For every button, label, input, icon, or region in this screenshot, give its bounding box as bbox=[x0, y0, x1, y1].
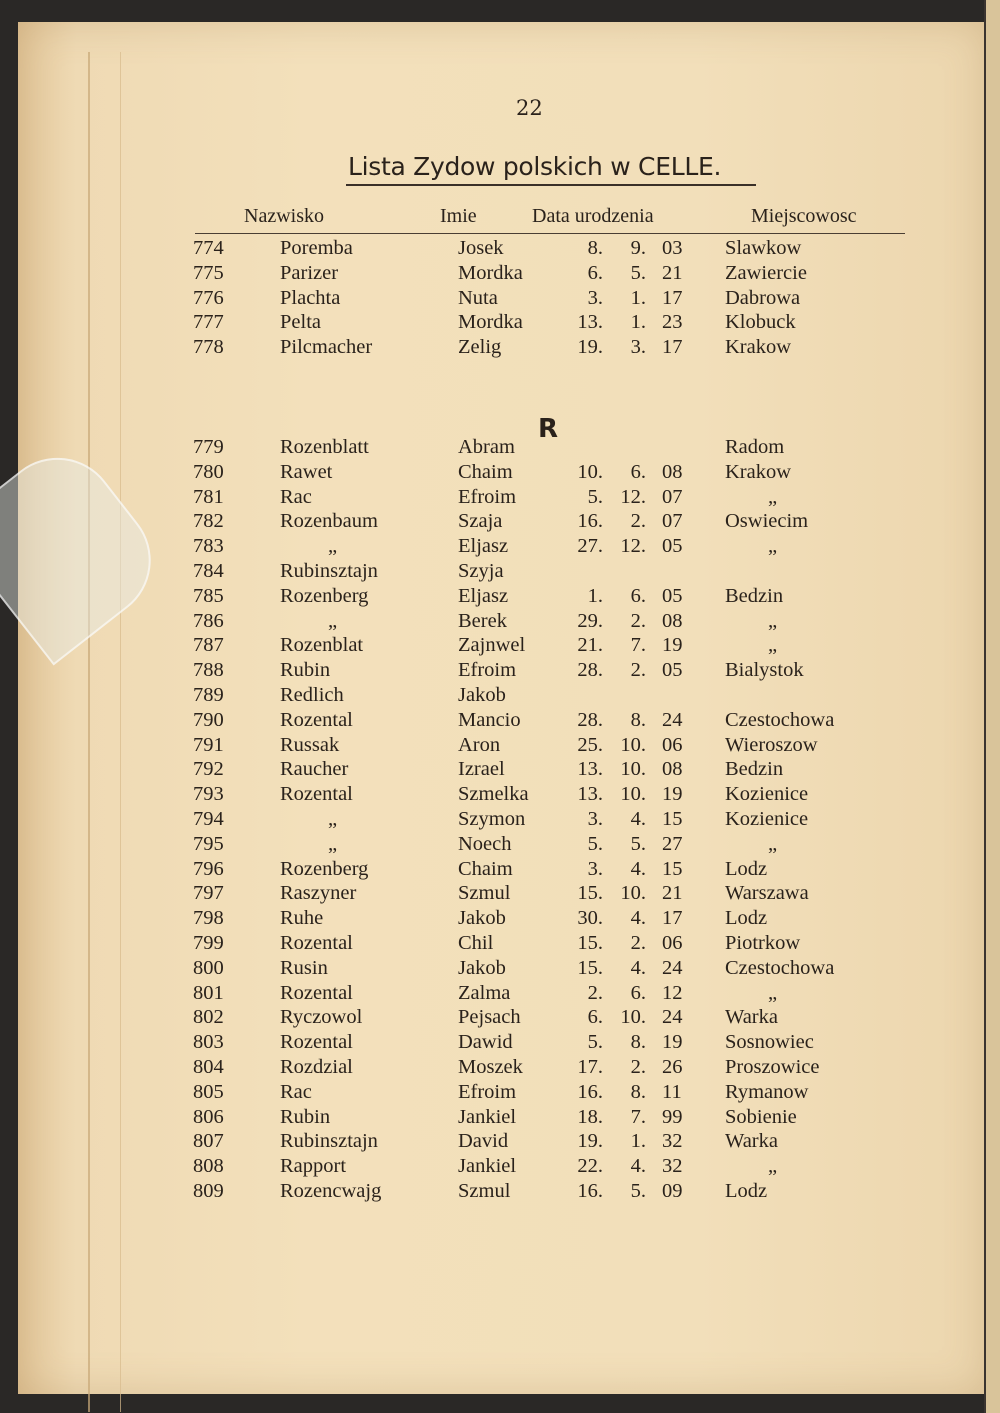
row-birth-day: 13. bbox=[577, 758, 603, 781]
table-row bbox=[18, 510, 986, 534]
row-first-name: Eljasz bbox=[458, 535, 509, 558]
table-row bbox=[18, 634, 986, 658]
row-number: 808 bbox=[193, 1155, 224, 1178]
row-place: Slawkow bbox=[725, 237, 802, 259]
row-place: Warszawa bbox=[725, 882, 809, 905]
row-birth-month: 4. bbox=[630, 907, 646, 930]
row-first-name: Szymon bbox=[458, 808, 526, 830]
table-row bbox=[18, 684, 986, 708]
row-first-name: Szmelka bbox=[458, 783, 529, 806]
row-birth-day: 3. bbox=[587, 857, 603, 880]
section-letter: R bbox=[538, 414, 559, 444]
row-place: Bedzin bbox=[725, 584, 784, 607]
row-number: 776 bbox=[193, 286, 224, 309]
title-underline bbox=[346, 184, 756, 186]
table-row bbox=[18, 858, 986, 882]
table-row bbox=[18, 808, 986, 832]
row-place: Lodz bbox=[725, 1180, 768, 1202]
row-surname: Pilcmacher bbox=[280, 336, 373, 359]
row-number: 801 bbox=[193, 981, 224, 1004]
row-first-name: Chaim bbox=[458, 857, 513, 880]
row-number: 806 bbox=[193, 1105, 224, 1128]
row-surname: Rozenblatt bbox=[280, 436, 369, 458]
row-first-name: Aron bbox=[458, 733, 501, 756]
row-birth-day: 8. bbox=[587, 237, 603, 259]
row-place: Bialystok bbox=[725, 659, 804, 682]
row-first-name: Efroim bbox=[458, 1080, 517, 1103]
row-first-name: Dawid bbox=[458, 1031, 513, 1054]
row-birth-month: 8. bbox=[630, 1031, 646, 1054]
table-row bbox=[18, 882, 986, 906]
table-row bbox=[18, 1006, 986, 1030]
table-row bbox=[18, 585, 986, 609]
row-first-name: Szmul bbox=[458, 1180, 511, 1202]
table-row bbox=[18, 709, 986, 733]
row-birth-year: 19 bbox=[662, 1031, 683, 1054]
row-birth-year: 24 bbox=[662, 1006, 683, 1029]
row-place: „ bbox=[768, 609, 778, 632]
row-place: Radom bbox=[725, 436, 785, 458]
row-surname: Pelta bbox=[280, 311, 321, 334]
row-number: 807 bbox=[193, 1130, 224, 1153]
row-place: „ bbox=[768, 1155, 778, 1178]
header-rule bbox=[195, 233, 905, 234]
row-number: 796 bbox=[193, 857, 224, 880]
row-surname: Rozental bbox=[280, 783, 353, 806]
row-birth-year: 17 bbox=[662, 907, 683, 930]
table-row bbox=[18, 1130, 986, 1154]
row-place: Dabrowa bbox=[725, 286, 801, 309]
row-number: 784 bbox=[193, 560, 224, 582]
row-number: 797 bbox=[193, 882, 224, 905]
row-birth-day: 28. bbox=[577, 708, 603, 731]
table-row bbox=[18, 486, 986, 510]
row-birth-year: 08 bbox=[662, 758, 683, 781]
row-number: 790 bbox=[193, 708, 224, 731]
row-first-name: Szmul bbox=[458, 882, 511, 905]
row-place: Piotrkow bbox=[725, 932, 801, 954]
row-surname: Rozental bbox=[280, 1031, 353, 1054]
row-birth-month: 1. bbox=[630, 1130, 646, 1153]
row-birth-year: 32 bbox=[662, 1155, 683, 1178]
row-birth-day: 13. bbox=[577, 783, 603, 806]
row-birth-month: 4. bbox=[630, 1155, 646, 1178]
row-place: Bedzin bbox=[725, 758, 784, 781]
row-place: Klobuck bbox=[725, 311, 796, 334]
row-number: 792 bbox=[193, 758, 224, 781]
row-surname: Redlich bbox=[280, 684, 344, 706]
row-birth-day: 25. bbox=[577, 733, 603, 756]
row-birth-day: 28. bbox=[577, 659, 603, 682]
adjacent-page-edge bbox=[984, 0, 1000, 1413]
row-first-name: Efroim bbox=[458, 659, 517, 682]
row-first-name: Zajnwel bbox=[458, 634, 526, 657]
row-birth-month: 2. bbox=[630, 932, 646, 954]
table-row bbox=[18, 535, 986, 559]
row-number: 788 bbox=[193, 659, 224, 682]
row-birth-month: 1. bbox=[630, 311, 646, 334]
page-title: Lista Zydow polskich w CELLE. bbox=[348, 152, 722, 181]
table-row bbox=[18, 610, 986, 634]
row-birth-month: 5. bbox=[630, 261, 646, 284]
row-first-name: Jakob bbox=[458, 684, 506, 706]
table-row bbox=[18, 1056, 986, 1080]
row-birth-year: 05 bbox=[662, 659, 683, 682]
row-first-name: Pejsach bbox=[458, 1006, 521, 1029]
row-number: 799 bbox=[193, 932, 224, 954]
row-birth-month: 5. bbox=[630, 1180, 646, 1202]
row-surname: Rozdzial bbox=[280, 1056, 353, 1078]
row-birth-day: 15. bbox=[577, 956, 603, 979]
row-birth-month: 7. bbox=[630, 634, 646, 657]
row-birth-day: 27. bbox=[577, 535, 603, 558]
row-birth-day: 15. bbox=[577, 932, 603, 954]
row-place: Warka bbox=[725, 1006, 778, 1029]
row-birth-month: 4. bbox=[630, 808, 646, 830]
row-birth-day: 13. bbox=[577, 311, 603, 334]
row-number: 775 bbox=[193, 261, 224, 284]
row-birth-month: 6. bbox=[630, 981, 646, 1004]
row-number: 798 bbox=[193, 907, 224, 930]
row-birth-month: 4. bbox=[630, 956, 646, 979]
row-first-name: Nuta bbox=[458, 286, 498, 309]
row-first-name: Mordka bbox=[458, 311, 523, 334]
row-number: 804 bbox=[193, 1056, 224, 1078]
row-first-name: Chaim bbox=[458, 460, 513, 483]
table-row bbox=[18, 907, 986, 931]
header-first-name: Imie bbox=[440, 205, 477, 227]
row-birth-day: 18. bbox=[577, 1105, 603, 1128]
row-first-name: Jankiel bbox=[458, 1105, 517, 1128]
row-surname: Rozencwajg bbox=[280, 1180, 382, 1202]
row-birth-year: 19 bbox=[662, 783, 683, 806]
row-birth-year: 21 bbox=[662, 882, 683, 905]
row-place: Zawiercie bbox=[725, 261, 807, 284]
row-birth-day: 10. bbox=[577, 460, 603, 483]
row-surname: Rozenblat bbox=[280, 634, 364, 657]
row-number: 805 bbox=[193, 1080, 224, 1103]
row-surname: Rubinsztajn bbox=[280, 1130, 378, 1153]
document-page bbox=[18, 22, 986, 1394]
row-birth-month: 1. bbox=[630, 286, 646, 309]
row-surname: Rawet bbox=[280, 460, 333, 483]
row-place: Kozienice bbox=[725, 808, 809, 830]
table-row bbox=[18, 237, 986, 261]
row-birth-month: 3. bbox=[630, 336, 646, 359]
row-birth-month: 12. bbox=[620, 485, 646, 508]
table-row bbox=[18, 287, 986, 311]
row-birth-month: 10. bbox=[620, 882, 646, 905]
row-birth-month: 12. bbox=[620, 535, 646, 558]
row-number: 778 bbox=[193, 336, 224, 359]
row-birth-day: 2. bbox=[587, 981, 603, 1004]
row-birth-year: 26 bbox=[662, 1056, 683, 1078]
row-birth-month: 8. bbox=[630, 1080, 646, 1103]
page-number: 22 bbox=[516, 96, 543, 120]
row-number: 787 bbox=[193, 634, 224, 657]
row-birth-year: 15 bbox=[662, 857, 683, 880]
row-number: 789 bbox=[193, 684, 224, 706]
table-row bbox=[18, 982, 986, 1006]
row-surname: Ryczowol bbox=[280, 1006, 363, 1029]
row-place: Warka bbox=[725, 1130, 778, 1153]
table-row bbox=[18, 1155, 986, 1179]
header-surname: Nazwisko bbox=[244, 205, 324, 227]
row-birth-year: 06 bbox=[662, 733, 683, 756]
row-first-name: Zelig bbox=[458, 336, 502, 359]
row-number: 781 bbox=[193, 485, 224, 508]
row-number: 779 bbox=[193, 436, 224, 458]
row-place: Lodz bbox=[725, 907, 768, 930]
row-birth-year: 27 bbox=[662, 832, 683, 855]
row-surname: Ruhe bbox=[280, 907, 324, 930]
row-first-name: Zalma bbox=[458, 981, 511, 1004]
row-number: 777 bbox=[193, 311, 224, 334]
row-birth-day: 17. bbox=[577, 1056, 603, 1078]
row-birth-year: 24 bbox=[662, 708, 683, 731]
table-row bbox=[18, 659, 986, 683]
table-row bbox=[18, 932, 986, 956]
row-birth-year: 07 bbox=[662, 510, 683, 533]
table-row bbox=[18, 1106, 986, 1130]
row-place: „ bbox=[768, 535, 778, 558]
row-surname: Rubinsztajn bbox=[280, 560, 378, 582]
row-surname: Rubin bbox=[280, 1105, 331, 1128]
row-birth-day: 29. bbox=[577, 609, 603, 632]
row-number: 780 bbox=[193, 460, 224, 483]
row-birth-month: 2. bbox=[630, 510, 646, 533]
row-birth-year: 12 bbox=[662, 981, 683, 1004]
row-birth-month: 10. bbox=[620, 1006, 646, 1029]
row-birth-year: 19 bbox=[662, 634, 683, 657]
row-surname: Rozental bbox=[280, 981, 353, 1004]
row-number: 774 bbox=[193, 237, 224, 259]
row-birth-day: 5. bbox=[587, 832, 603, 855]
row-birth-year: 99 bbox=[662, 1105, 683, 1128]
row-birth-month: 10. bbox=[620, 758, 646, 781]
row-place: „ bbox=[768, 832, 778, 855]
row-birth-year: 15 bbox=[662, 808, 683, 830]
row-number: 803 bbox=[193, 1031, 224, 1054]
row-birth-day: 22. bbox=[577, 1155, 603, 1178]
row-surname: Rac bbox=[280, 485, 312, 508]
row-first-name: Jankiel bbox=[458, 1155, 517, 1178]
row-surname: Rusin bbox=[280, 956, 328, 979]
header-birth-date: Data urodzenia bbox=[532, 205, 654, 227]
table-row bbox=[18, 783, 986, 807]
row-place: Oswiecim bbox=[725, 510, 809, 533]
row-birth-day: 3. bbox=[587, 286, 603, 309]
row-place: Czestochowa bbox=[725, 956, 835, 979]
row-place: „ bbox=[768, 634, 778, 657]
table-row bbox=[18, 1081, 986, 1105]
row-birth-year: 09 bbox=[662, 1180, 683, 1202]
row-birth-month: 10. bbox=[620, 783, 646, 806]
row-number: 794 bbox=[193, 808, 224, 830]
row-surname: Raszyner bbox=[280, 882, 357, 905]
row-surname: Rozental bbox=[280, 708, 353, 731]
row-place: Sobienie bbox=[725, 1105, 797, 1128]
row-surname: „ bbox=[328, 832, 338, 855]
row-first-name: Mordka bbox=[458, 261, 523, 284]
row-number: 783 bbox=[193, 535, 224, 558]
row-birth-month: 2. bbox=[630, 659, 646, 682]
row-place: Lodz bbox=[725, 857, 768, 880]
table-row bbox=[18, 734, 986, 758]
row-birth-month: 10. bbox=[620, 733, 646, 756]
row-birth-day: 6. bbox=[587, 1006, 603, 1029]
row-first-name: Moszek bbox=[458, 1056, 523, 1078]
row-birth-month: 2. bbox=[630, 1056, 646, 1078]
row-first-name: Josek bbox=[458, 237, 504, 259]
row-number: 791 bbox=[193, 733, 224, 756]
row-birth-year: 07 bbox=[662, 485, 683, 508]
row-birth-year: 32 bbox=[662, 1130, 683, 1153]
row-first-name: Szyja bbox=[458, 560, 504, 582]
row-surname: Rozenberg bbox=[280, 857, 369, 880]
row-birth-year: 08 bbox=[662, 460, 683, 483]
row-birth-day: 5. bbox=[587, 1031, 603, 1054]
row-birth-year: 24 bbox=[662, 956, 683, 979]
row-surname: Plachta bbox=[280, 286, 341, 309]
row-surname: „ bbox=[328, 808, 338, 830]
row-surname: „ bbox=[328, 535, 338, 558]
row-surname: Rozental bbox=[280, 932, 353, 954]
row-number: 809 bbox=[193, 1180, 224, 1202]
row-number: 802 bbox=[193, 1006, 224, 1029]
row-birth-day: 16. bbox=[577, 1080, 603, 1103]
row-birth-year: 05 bbox=[662, 584, 683, 607]
row-first-name: Izrael bbox=[458, 758, 505, 781]
row-birth-year: 21 bbox=[662, 261, 683, 284]
table-row bbox=[18, 311, 986, 335]
row-birth-day: 30. bbox=[577, 907, 603, 930]
row-birth-year: 06 bbox=[662, 932, 683, 954]
row-place: Rymanow bbox=[725, 1080, 809, 1103]
row-birth-day: 5. bbox=[587, 485, 603, 508]
row-surname: Rubin bbox=[280, 659, 331, 682]
row-birth-month: 6. bbox=[630, 460, 646, 483]
row-surname: Parizer bbox=[280, 261, 339, 284]
row-birth-year: 03 bbox=[662, 237, 683, 259]
row-place: Krakow bbox=[725, 460, 792, 483]
row-surname: Rac bbox=[280, 1080, 312, 1103]
row-place: „ bbox=[768, 485, 778, 508]
row-birth-year: 17 bbox=[662, 286, 683, 309]
row-surname: Poremba bbox=[280, 237, 353, 259]
row-first-name: Noech bbox=[458, 832, 512, 855]
row-surname: „ bbox=[328, 609, 338, 632]
row-first-name: David bbox=[458, 1130, 509, 1153]
row-birth-month: 2. bbox=[630, 609, 646, 632]
table-row bbox=[18, 336, 986, 360]
row-birth-year: 23 bbox=[662, 311, 683, 334]
table-row bbox=[18, 436, 986, 460]
row-birth-year: 17 bbox=[662, 336, 683, 359]
row-place: Kozienice bbox=[725, 783, 809, 806]
header-place: Miejscowosc bbox=[751, 205, 857, 227]
row-birth-month: 8. bbox=[630, 708, 646, 731]
row-birth-month: 4. bbox=[630, 857, 646, 880]
row-first-name: Chil bbox=[458, 932, 494, 954]
row-birth-day: 19. bbox=[577, 336, 603, 359]
row-surname: Rozenberg bbox=[280, 584, 369, 607]
table-row bbox=[18, 957, 986, 981]
table-row bbox=[18, 560, 986, 584]
row-surname: Raucher bbox=[280, 758, 349, 781]
row-birth-year: 08 bbox=[662, 609, 683, 632]
row-first-name: Jakob bbox=[458, 956, 506, 979]
row-birth-month: 9. bbox=[630, 237, 646, 259]
row-number: 786 bbox=[193, 609, 224, 632]
table-row bbox=[18, 262, 986, 286]
table-row bbox=[18, 1031, 986, 1055]
row-place: Wieroszow bbox=[725, 733, 818, 756]
table-row bbox=[18, 461, 986, 485]
row-first-name: Jakob bbox=[458, 907, 506, 930]
row-number: 800 bbox=[193, 956, 224, 979]
row-birth-month: 7. bbox=[630, 1105, 646, 1128]
table-row bbox=[18, 758, 986, 782]
row-number: 795 bbox=[193, 832, 224, 855]
row-first-name: Efroim bbox=[458, 485, 517, 508]
row-birth-month: 5. bbox=[630, 832, 646, 855]
row-number: 782 bbox=[193, 510, 224, 533]
row-number: 793 bbox=[193, 783, 224, 806]
row-surname: Rozenbaum bbox=[280, 510, 378, 533]
row-surname: Rapport bbox=[280, 1155, 347, 1178]
row-birth-day: 1. bbox=[587, 584, 603, 607]
row-first-name: Szaja bbox=[458, 510, 503, 533]
row-birth-year: 11 bbox=[662, 1080, 682, 1103]
table-row bbox=[18, 833, 986, 857]
row-first-name: Berek bbox=[458, 609, 507, 632]
row-birth-day: 15. bbox=[577, 882, 603, 905]
table-row bbox=[18, 1180, 986, 1204]
row-place: Czestochowa bbox=[725, 708, 835, 731]
row-birth-day: 21. bbox=[577, 634, 603, 657]
row-first-name: Eljasz bbox=[458, 584, 509, 607]
row-birth-day: 3. bbox=[587, 808, 603, 830]
row-place: „ bbox=[768, 981, 778, 1004]
row-place: Proszowice bbox=[725, 1056, 820, 1078]
row-place: Krakow bbox=[725, 336, 792, 359]
row-birth-day: 16. bbox=[577, 510, 603, 533]
row-first-name: Mancio bbox=[458, 708, 521, 731]
row-place: Sosnowiec bbox=[725, 1031, 814, 1054]
row-birth-day: 6. bbox=[587, 261, 603, 284]
row-birth-day: 19. bbox=[577, 1130, 603, 1153]
row-number: 785 bbox=[193, 584, 224, 607]
row-birth-month: 6. bbox=[630, 584, 646, 607]
row-birth-year: 05 bbox=[662, 535, 683, 558]
row-birth-day: 16. bbox=[577, 1180, 603, 1202]
row-surname: Russak bbox=[280, 733, 340, 756]
row-first-name: Abram bbox=[458, 436, 515, 458]
